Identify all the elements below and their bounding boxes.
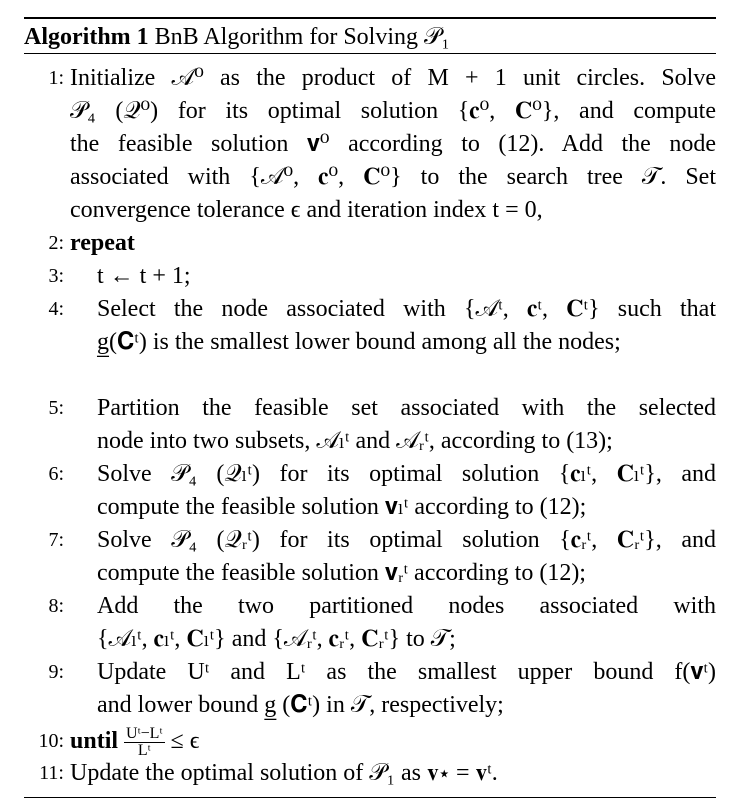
bottom-rule — [24, 797, 716, 798]
algorithm-label: Algorithm 1 — [24, 24, 149, 50]
denominator: Lᵗ — [137, 742, 151, 759]
numerator: Uᵗ−Lᵗ — [126, 725, 163, 742]
control-line — [70, 726, 199, 759]
line-number: 11: — [39, 762, 64, 784]
top-rule — [24, 17, 716, 19]
keyword: repeat — [70, 230, 135, 256]
condition-rest: ≤ ϵ — [170, 728, 200, 755]
step-text: 𝒫₄ (𝒬⁰) for its optimal solution {𝐜⁰, 𝐂⁰}, and compute — [70, 98, 716, 124]
step-text: Partition the feasible set associated with the selected — [97, 395, 716, 421]
line-number: 4: — [48, 298, 64, 320]
step-text: and lower bound g̲ (𝐂ᵗ) in 𝒯, respectively; — [97, 692, 504, 718]
line-number: 5: — [48, 397, 64, 419]
line-number: 9: — [48, 661, 64, 683]
step-text: Solve 𝒫₄ (𝒬ᵣᵗ) for its optimal solution {𝐜ᵣᵗ, 𝐂ᵣᵗ}, and — [97, 527, 716, 553]
step-text: Update the optimal solution of 𝒫₁ as 𝐯⋆ = 𝐯ᵗ. — [70, 760, 498, 786]
line-number: 8: — [48, 595, 64, 617]
step-text: Select the node associated with {𝒜ᵗ, 𝐜ᵗ, 𝐂ᵗ} such that — [97, 296, 716, 322]
step-text: convergence tolerance ϵ and iteration index t = 0, — [70, 197, 543, 223]
step-text: Add the two partitioned nodes associated with — [97, 593, 716, 619]
step-text: the feasible solution 𝐯⁰ according to (12). Add the node — [70, 131, 716, 157]
step-text: node into two subsets, 𝒜ₗᵗ and 𝒜ᵣᵗ, according to (13); — [97, 428, 613, 454]
fraction — [124, 726, 164, 759]
line-number: 2: — [48, 232, 64, 254]
step-text: Solve 𝒫₄ (𝒬ₗᵗ) for its optimal solution {𝐜ₗᵗ, 𝐂ₗᵗ}, and — [97, 461, 716, 487]
title-rule — [24, 53, 716, 54]
step-text: Update Uᵗ and Lᵗ as the smallest upper bound f(𝐯ᵗ) — [97, 659, 716, 685]
keyword: until — [70, 728, 119, 755]
line-number: 10: — [38, 730, 64, 752]
line-number: 3: — [48, 265, 64, 287]
line-number: 7: — [48, 529, 64, 551]
step-text: compute the feasible solution 𝐯ₗᵗ according to (12); — [97, 494, 587, 520]
step-text: g̲(𝐂ᵗ) is the smallest lower bound among all the nodes; — [97, 329, 621, 355]
line-number: 1: — [48, 67, 64, 89]
algorithm-title — [24, 22, 450, 52]
line-number: 6: — [48, 463, 64, 485]
step-text: associated with {𝒜⁰, 𝐜⁰, 𝐂⁰} to the search tree 𝒯. Set — [70, 164, 716, 190]
algorithm-caption: BnB Algorithm for Solving 𝒫₁ — [154, 24, 450, 50]
step-text: compute the feasible solution 𝐯ᵣᵗ according to (12); — [97, 560, 586, 586]
control-line — [70, 228, 135, 258]
step-text: t ← t + 1; — [97, 263, 191, 289]
step-text: Initialize 𝒜⁰ as the product of M + 1 unit circles. Solve — [70, 65, 716, 91]
step-text: {𝒜ₗᵗ, 𝐜ₗᵗ, 𝐂ₗᵗ} and {𝒜ᵣᵗ, 𝐜ᵣᵗ, 𝐂ᵣᵗ} to 𝒯; — [97, 626, 456, 652]
